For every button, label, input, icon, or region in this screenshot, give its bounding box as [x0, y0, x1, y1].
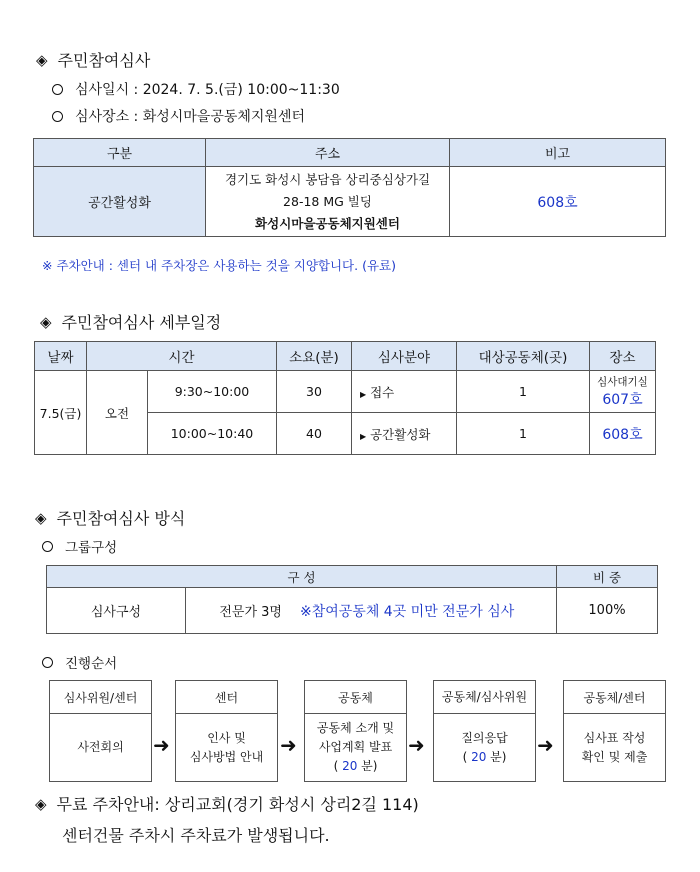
step-body: [434, 714, 535, 781]
time-close: 분): [486, 749, 507, 764]
step-body-line: 사업계획 발표: [318, 740, 393, 754]
arrow-right-icon: ➜: [408, 733, 425, 757]
place-room: 608호: [589, 413, 655, 455]
group-table: [46, 565, 658, 634]
triangle-bullet-icon: ▶: [359, 389, 367, 399]
category-cell: 공간활성화: [34, 167, 206, 237]
time-close: 분): [357, 759, 378, 773]
step-body-line: 심사표 작성: [583, 730, 646, 745]
footer-line1: 무료 주차안내: 상리교회(경기 화성시 상리2길 114): [56, 795, 419, 814]
table-row: [35, 371, 656, 413]
room-cell: 608호: [450, 167, 666, 237]
arrow-right-icon: ➜: [153, 733, 170, 757]
diamond-icon: ◈: [35, 508, 47, 527]
place-label: 심사대기실: [597, 376, 648, 388]
section3-title: 주민참여심사 방식: [56, 509, 186, 528]
section-heading: [40, 310, 221, 333]
parking-note: ※ 주차안내 : 센터 내 주차장은 사용하는 것을 지양합니다. (유료): [42, 258, 396, 273]
time-open: (: [462, 749, 472, 764]
footer-line2: 센터건물 주차시 주차료가 발생됩니다.: [62, 826, 330, 845]
diamond-icon: ◈: [40, 312, 52, 331]
process-step: [304, 680, 407, 782]
time-value: 20: [342, 759, 358, 773]
time-cell: 10:00~10:40: [148, 413, 277, 455]
place-cell: [589, 371, 655, 413]
time-cell: 9:30~10:00: [148, 371, 277, 413]
schedule-date: [52, 79, 340, 99]
step-head: 공동체/센터: [564, 681, 665, 714]
step-body: [564, 714, 665, 781]
step-body-line: 인사 및: [207, 730, 246, 745]
col-header: 날짜: [35, 342, 87, 371]
step-head: 심사위원/센터: [50, 681, 151, 714]
field-label: 접수: [370, 384, 395, 400]
arrow-right-icon: ➜: [537, 733, 554, 757]
date-cell: 7.5(금): [35, 371, 87, 455]
col-header: 장소: [589, 342, 655, 371]
footer-heading: [35, 792, 419, 815]
process-label: [42, 652, 117, 672]
field-label: 공간활성화: [370, 426, 431, 442]
process-label-text: 진행순서: [65, 656, 118, 672]
step-head: 공동체/심사위원: [434, 681, 535, 714]
col-header: 대상공동체(곳): [456, 342, 589, 371]
circle-bullet-icon: [52, 84, 63, 95]
row-label: 심사구성: [47, 588, 186, 634]
circle-bullet-icon: [42, 657, 53, 668]
row-ratio: 100%: [557, 588, 658, 634]
address-line: 경기도 화성시 봉담읍 상리중심상가길: [224, 171, 431, 187]
schedule-table: [34, 341, 656, 455]
section2-title: 주민참여심사 세부일정: [61, 313, 222, 332]
step-body: [176, 714, 277, 781]
place-line: 심사장소 : 화성시마을공동체지원센터: [75, 109, 306, 125]
count-cell: 1: [456, 413, 589, 455]
step-head: 센터: [176, 681, 277, 714]
date-line: 심사일시 : 2024. 7. 5.(금) 10:00~11:30: [75, 82, 340, 98]
duration-cell: 40: [276, 413, 351, 455]
arrow-right-icon: ➜: [280, 733, 297, 757]
col-header: 비고: [450, 139, 666, 167]
col-header: 시간: [87, 342, 277, 371]
step-time: [334, 757, 378, 776]
group-label-text: 그룹구성: [65, 540, 118, 556]
step-body: [305, 714, 406, 781]
col-header: 주소: [206, 139, 450, 167]
field-cell: [351, 413, 456, 455]
circle-bullet-icon: [52, 111, 63, 122]
process-step: [433, 680, 536, 782]
time-value: 20: [471, 749, 487, 764]
schedule-place: [52, 106, 305, 126]
process-step: [563, 680, 666, 782]
diamond-icon: ◈: [36, 50, 48, 69]
step-body-line: 심사방법 안내: [189, 749, 264, 764]
duration-cell: 30: [276, 371, 351, 413]
period-cell: 오전: [87, 371, 148, 455]
step-body-line: 사전회의: [77, 740, 124, 754]
step-body-line: 확인 및 제출: [581, 749, 648, 764]
venue-table: [33, 138, 666, 237]
section-heading: [36, 48, 150, 71]
count-cell: 1: [456, 371, 589, 413]
col-header: 비 중: [557, 566, 658, 588]
field-cell: [351, 371, 456, 413]
col-header: 구분: [34, 139, 206, 167]
section1-title: 주민참여심사: [57, 51, 151, 70]
col-header: 소요(분): [276, 342, 351, 371]
step-body-line: 공동체 소개 및: [316, 721, 395, 735]
section-heading: [35, 506, 185, 529]
circle-bullet-icon: [42, 541, 53, 552]
process-step: [175, 680, 278, 782]
time-open: (: [333, 759, 343, 773]
triangle-bullet-icon: ▶: [359, 431, 367, 441]
col-header: 심사분야: [351, 342, 456, 371]
row-value: 전문가 3명: [186, 588, 289, 634]
group-label: [42, 536, 117, 556]
diamond-icon: ◈: [35, 794, 47, 813]
process-step: [49, 680, 152, 782]
col-header: 구 성: [47, 566, 557, 588]
row-note: ※참여공동체 4곳 미만 전문가 심사: [288, 588, 557, 634]
step-time: [463, 748, 507, 767]
address-line: 28-18 MG 빌딩: [283, 193, 372, 209]
step-body-line: 질의응답: [461, 730, 508, 745]
step-body: [50, 714, 151, 781]
address-cell: [206, 167, 450, 237]
address-line: 화성시마을공동체지원센터: [255, 215, 400, 231]
place-room: 607호: [602, 392, 643, 408]
step-head: 공동체: [305, 681, 406, 714]
